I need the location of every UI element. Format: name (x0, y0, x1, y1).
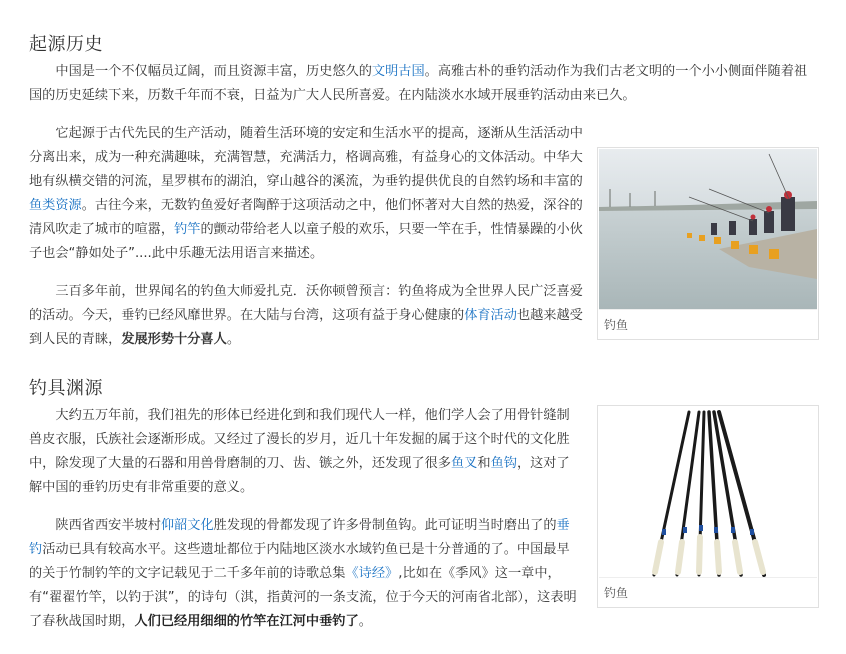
figure-caption: 钓鱼 (599, 309, 817, 338)
text: 活动已具有较高水平。这些遗址都位于内陆地区淡水水域钓鱼已是十分普通的了。中国最早的关于竹制钓竿的文字记载见于二千多年前的诗歌总集 (29, 542, 570, 581)
link-fish-hook[interactable]: 鱼钩 (490, 456, 517, 471)
link-civilization[interactable]: 文明古国 (371, 64, 425, 79)
section2-body (29, 404, 579, 634)
text: 和 (477, 456, 491, 471)
text: 的颤动带给老人以童子般的欢乐，只要一竿在手，性情暴躁的小伙子也会“静如处子”....此中乐趣无法用语言来描述。 (29, 222, 583, 261)
section-title-tackle: 钓具渊源 (29, 378, 103, 399)
link-fish-spear[interactable]: 鱼叉 (451, 456, 478, 471)
text: 中国是一个不仅幅员辽阔，而且资源丰富，历史悠久的 (55, 64, 372, 79)
link-angling[interactable]: 垂钓 (29, 518, 570, 557)
link-fishing-rod[interactable]: 钓竿 (174, 222, 201, 237)
text: 也越来越受到人民的青睐， (29, 308, 583, 347)
text: 。古往今来，无数钓鱼爱好者陶醉于这项活动之中，他们怀著对大自然的热爱，深谷的清风吹走了城市的喧嚣， (29, 198, 583, 237)
paragraph-origin-1 (29, 60, 819, 108)
text: 胜发现的骨都发现了许多骨制鱼钩。此可证明当时磨出了的 (213, 518, 557, 533)
figure-fishing-rods (597, 405, 819, 608)
float-spacer (583, 146, 809, 346)
text: 陕西省西安半坡村 (55, 518, 161, 533)
link-sports-activity[interactable]: 体育活动 (464, 308, 517, 323)
link-fish-resources[interactable]: 鱼类资源 (29, 198, 82, 213)
figure-caption: 钓鱼 (599, 577, 817, 606)
text: 三百多年前，世界闻名的钓鱼大师爱扎克．沃你顿曾预言：钓鱼将成为全世界人民广泛喜爱的活动。今天，垂钓已经风靡世界。在大陆与台湾，这项有益于身心健康的 (29, 284, 583, 323)
text: ,比如在《季风》这一章中，有“翟翟竹竿，以钓于淇”，的诗句（淇，指黄河的一条支流，位于今天的河南省北部），这表明了春秋战国时期， (29, 566, 577, 629)
fishing-rods-image (599, 407, 817, 577)
bold-text: 人们已经用细细的竹竿在江河中垂钓了 (134, 614, 359, 629)
text: 大约五万年前，我们祖先的形体已经进化到和我们现代人一样，他们学人会了用骨针缝制兽皮衣服，氏族社会逐渐形成。又经过了漫长的岁月，近几十年发掘的属于这个时代的文化胜中，除发现了大量的石器和用兽骨磨制的刀、齿、镞之外，还发现了很多 (29, 408, 570, 471)
paragraph-origin-2-wrap (29, 122, 809, 352)
text: ，这对了解中国的垂钓历史有非常重要的意义。 (29, 456, 570, 495)
section-title-origin: 起源历史 (29, 34, 103, 55)
link-book-of-songs[interactable]: 《诗经》 (345, 566, 399, 581)
paragraph-tackle-1 (29, 404, 579, 500)
link-yangshao-culture[interactable]: 仰韶文化 (160, 518, 214, 533)
text: 。高雅古朴的垂钓活动作为我们古老文明的一个小小侧面伴随着祖国的历史延续下来，历数千年而不衰，日益为广大人民所喜爱。在内陆淡水水域开展垂钓活动由来已久。 (29, 64, 808, 103)
paragraph-tackle-2 (29, 514, 579, 634)
bold-text: 发展形势十分喜人 (121, 332, 227, 347)
text: 它起源于古代先民的生产活动，随着生活环境的安定和生活水平的提高，逐渐从生活活动中分离出来，成为一种充满趣味，充满智慧，充满活力，格调高雅，有益身心的文体活动。中华大地有纵横交错的河流，星罗棋布的湖泊，穿山越谷的溪流，为垂钓提供优良的自然钓场和丰富的 (29, 126, 583, 189)
text: 。 (358, 614, 372, 629)
text: 。 (226, 332, 240, 347)
